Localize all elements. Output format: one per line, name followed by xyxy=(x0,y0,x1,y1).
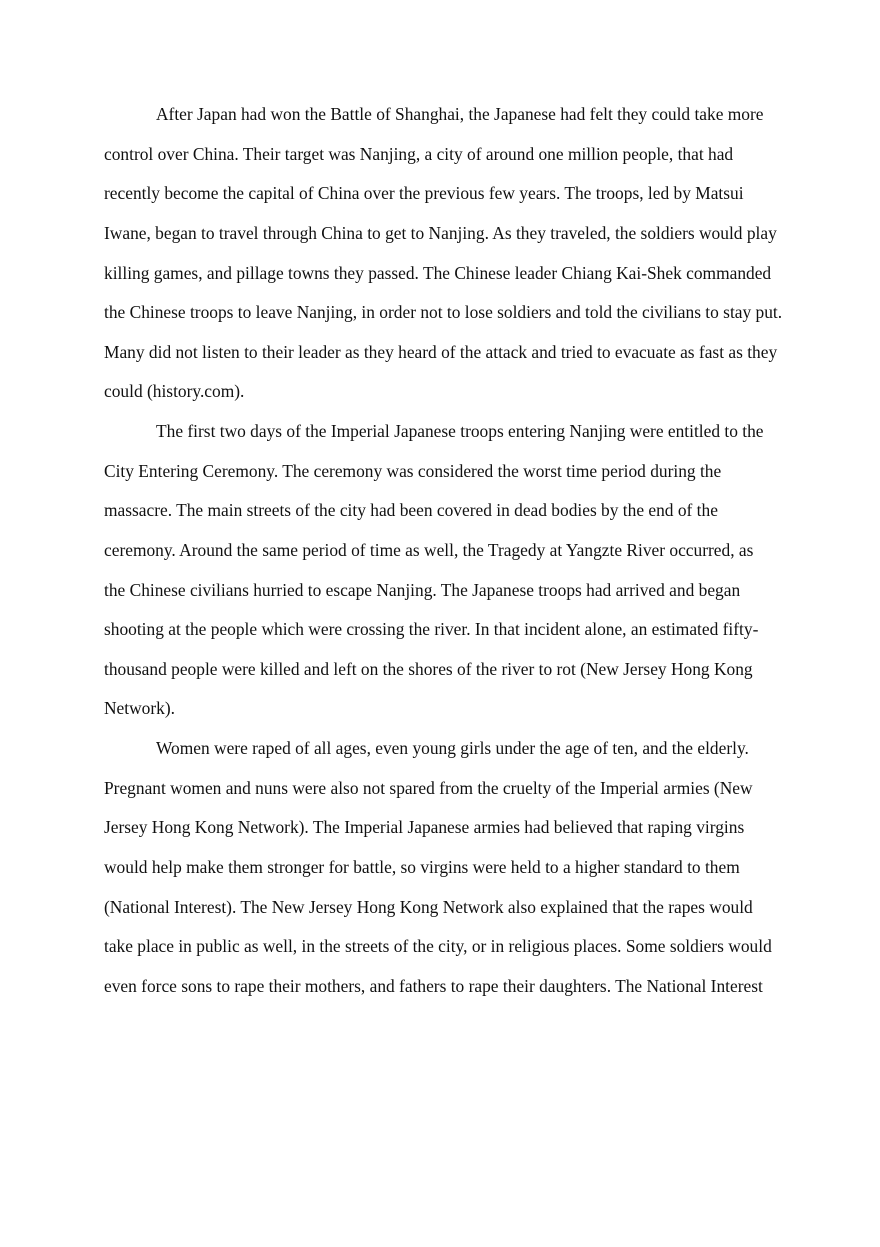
text-line: take place in public as well, in the streets of the city, or in religious places. Some soldiers would xyxy=(104,936,772,957)
text-line: Iwane, began to travel through China to get to Nanjing. As they traveled, the soldiers would play xyxy=(104,222,777,243)
text-line: would help make them stronger for battle, so virgins were held to a higher standard to them xyxy=(104,856,740,877)
text-line: the Chinese civilians hurried to escape Nanjing. The Japanese troops had arrived and began xyxy=(104,579,741,600)
paragraph xyxy=(104,419,804,736)
text-line: Pregnant women and nuns were also not spared from the cruelty of the Imperial armies (New xyxy=(104,777,753,798)
text-line: ceremony. Around the same period of time as well, the Tragedy at Yangzte River occurred, as xyxy=(104,539,754,560)
text-line: (National Interest). The New Jersey Hong Kong Network also explained that the rapes would xyxy=(104,896,753,917)
text-line: Jersey Hong Kong Network). The Imperial Japanese armies had believed that raping virgins xyxy=(104,817,745,838)
text-line: After Japan had won the Battle of Shanghai, the Japanese had felt they could take more xyxy=(156,104,764,124)
paragraph xyxy=(104,102,804,419)
text-line: recently become the capital of China over the previous few years. The troops, led by Matsui xyxy=(104,183,744,204)
text-line: killing games, and pillage towns they passed. The Chinese leader Chiang Kai-Shek commanded xyxy=(104,262,772,283)
text-line: even force sons to rape their mothers, and fathers to rape their daughters. The National Interest xyxy=(104,975,763,996)
text-line: Women were raped of all ages, even young girls under the age of ten, and the elderly. xyxy=(156,738,749,758)
text-line: The first two days of the Imperial Japanese troops entering Nanjing were entitled to the xyxy=(156,421,764,441)
text-line: thousand people were killed and left on the shores of the river to rot (New Jersey Hong Kong xyxy=(104,658,753,679)
text-line: control over China. Their target was Nanjing, a city of around one million people, that had xyxy=(104,143,734,164)
text-line: City Entering Ceremony. The ceremony was considered the worst time period during the xyxy=(104,460,722,481)
paragraph xyxy=(104,736,804,1013)
document-body xyxy=(104,102,804,1013)
text-line: Many did not listen to their leader as they heard of the attack and tried to evacuate as fast as they xyxy=(104,341,778,362)
text-line: could (history.com). xyxy=(104,381,245,402)
text-line: Network). xyxy=(104,698,175,719)
text-line: shooting at the people which were crossing the river. In that incident alone, an estimated fifty- xyxy=(104,619,759,640)
text-line: massacre. The main streets of the city had been covered in dead bodies by the end of the xyxy=(104,500,718,521)
text-line: the Chinese troops to leave Nanjing, in order not to lose soldiers and told the civilians to stay put. xyxy=(104,302,783,323)
